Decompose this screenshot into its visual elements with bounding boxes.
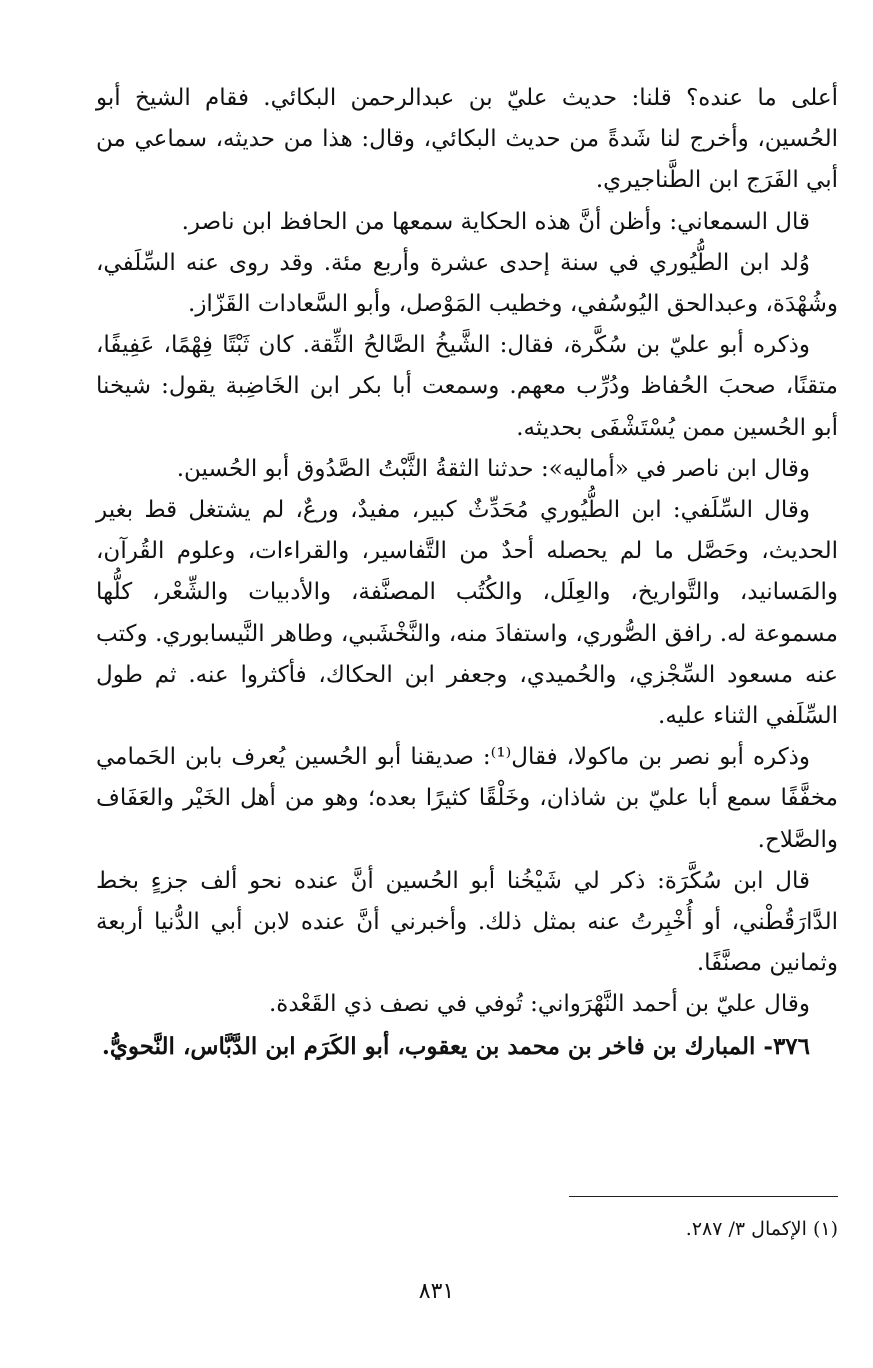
paragraph-samani: قال السمعاني: وأظن أنَّ هذه الحكاية سمعها من الحافظ ابن ناصر. — [181, 208, 810, 235]
paragraph-ibn-makula: وذكره أبو نصر بن ماكولا، فقال⁽¹⁾: صديقنا أبو الحُسين يُعرف بابن الحَمامي مخفَّفًا سمع أبا عليّ بن شاذان، وخَلْقًا كثيرًا بعده؛ وهو من أهل الخَيْر والعَفَاف والصَّلاح. — [96, 744, 838, 853]
page-number: ٨٣١ — [418, 1279, 455, 1304]
footnote-separator — [569, 1196, 838, 1197]
paragraph-death: وقال عليّ بن أحمد النَّهْرَواني: تُوفي في نصف ذي القَعْدة. — [268, 991, 810, 1018]
entry-heading: ٣٧٦- المبارك بن فاخر بن محمد بن يعقوب، أبو الكَرَم ابن الدَّبَّاس، النَّحويُّ. — [101, 1032, 810, 1060]
paragraph-silafi: وقال السِّلَفي: ابن الطُّيُوري مُحَدِّثٌ كبير، مفيدٌ، ورعٌ، لم يشتغل قط بغير الحديث، وحَصَّل ما لم يحصله أحدٌ من التَّفاسير، والقراءات، وعلوم القُرآن، والمَسانيد، والتَّواريخ، والعِلَل، والكُتُب المصنَّفة، والأدبيات والشِّعْر، كلُّها مسموعة له. رافق الصُّوري، واستفادَ منه، والنَّخْشَبي، وطاهر النَّيسابوري. وكتب عنه مسعود السِّجْزي، والحُميدي، وجعفر ابن الحكاك، فأكثروا عنه. ثم طول السِّلَفي الثناء عليه. — [96, 497, 838, 730]
paragraph-continuation: أعلى ما عنده؟ قلنا: حديث عليّ بن عبدالرحمن البكائي. فقام الشيخ أبو الحُسين، وأخرج لنا شَدةً من حديث البكائي، وقال: هذا من حديثه، سماعي من أبي الفَرَج ابن الطَّناجيري. — [96, 85, 838, 194]
paragraph-ibn-sukkara: وذكره أبو عليّ بن سُكَّرة، فقال: الشَّيخُ الصَّالحُ الثِّقة. كان ثَبْتًا فِهْمًا، عَفِيفًا، متقنًا، صحبَ الحُفاظ ودُرِّب معهم. وسمعت أبا بكر ابن الخَاضِبة يقول: شيخنا أبو الحُسين ممن يُسْتَشْفَى بحديثه. — [96, 332, 838, 441]
paragraph-ibn-nasir: وقال ابن ناصر في «أماليه»: حدثنا الثقةُ الثَّبْتُ الصَّدُوق أبو الحُسين. — [176, 455, 810, 482]
footnote: (١) الإكمال ٣/ ٢٨٧. — [685, 1218, 838, 1240]
paragraph-daraqutni: قال ابن سُكَّرَة: ذكر لي شَيْخُنا أبو الحُسين أنَّ عنده نحو ألف جزءٍ بخط الدَّارَقُطْني، أو أُخْبِرتُ عنه بمثل ذلك. وأخبرني أنَّ عنده لابن أبي الدُّنيا أربعة وثمانين مصنَّفًا. — [96, 867, 838, 977]
paragraph-birth: وُلد ابن الطُّيُوري في سنة إحدى عشرة وأربع مئة. وقد روى عنه السِّلَفي، وشُهْدَة، وعبدالحق اليُوسُفي، وخطيب المَوْصل، وأبو السَّعادات القَزّاز. — [96, 249, 838, 318]
main-text — [96, 78, 838, 1067]
